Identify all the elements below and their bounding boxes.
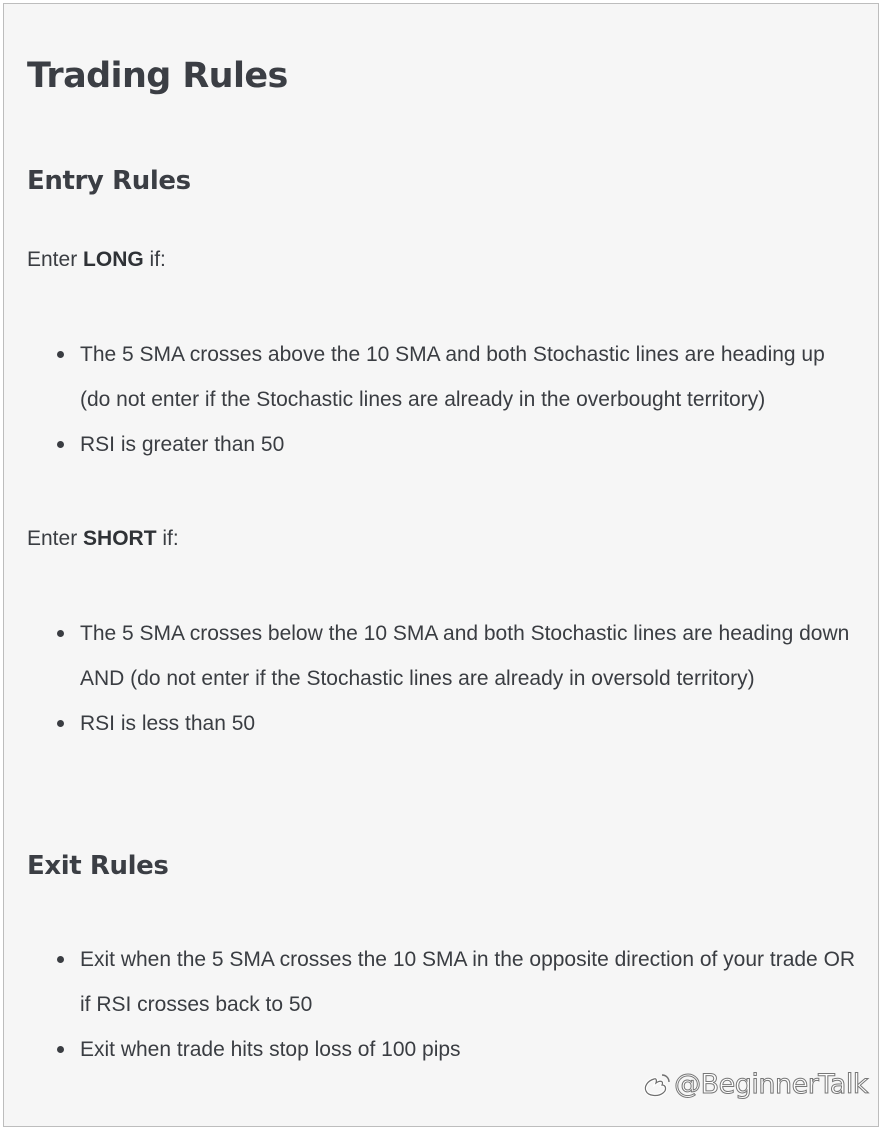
list-item xyxy=(27,701,857,746)
article-content xyxy=(4,4,878,1126)
exit-rules-list xyxy=(27,937,857,1072)
enter-short-intro xyxy=(27,525,179,553)
list-item xyxy=(27,332,857,422)
list-item-text: RSI is less than 50 xyxy=(80,712,256,735)
long-rules-list xyxy=(27,332,857,467)
short-keyword: SHORT xyxy=(83,527,157,550)
list-item-text: The 5 SMA crosses below the 10 SMA and both Stochastic lines are heading down AND (do not enter if the Stochastic lines are already in oversold territory) xyxy=(80,622,850,690)
short-rules-list xyxy=(27,611,857,746)
list-item-text: Exit when trade hits stop loss of 100 pips xyxy=(80,1038,461,1061)
long-keyword: LONG xyxy=(83,248,144,271)
bullet-icon xyxy=(57,956,64,963)
bullet-icon xyxy=(57,351,64,358)
bullet-icon xyxy=(57,1046,64,1053)
list-item-text: The 5 SMA crosses above the 10 SMA and both Stochastic lines are heading up (do not enter if the Stochastic lines are already in the overbought territory) xyxy=(80,343,825,411)
bullet-icon xyxy=(57,720,64,727)
weibo-logo-icon xyxy=(642,1070,672,1100)
watermark xyxy=(642,1069,868,1100)
enter-short-prefix: Enter xyxy=(27,527,84,550)
list-item xyxy=(27,1027,857,1072)
entry-rules-heading: Entry Rules xyxy=(27,166,191,196)
bullet-icon xyxy=(57,630,64,637)
list-item xyxy=(27,937,857,1027)
exit-rules-heading: Exit Rules xyxy=(27,851,169,881)
enter-short-suffix: if: xyxy=(156,527,179,550)
list-item-text: Exit when the 5 SMA crosses the 10 SMA in the opposite direction of your trade OR if RSI crosses back to 50 xyxy=(80,948,856,1016)
list-item-text: RSI is greater than 50 xyxy=(80,433,285,456)
enter-long-suffix: if: xyxy=(143,248,166,271)
article-card xyxy=(3,3,879,1127)
enter-long-prefix: Enter xyxy=(27,248,84,271)
enter-long-intro xyxy=(27,246,166,274)
bullet-icon xyxy=(57,441,64,448)
page-title: Trading Rules xyxy=(27,56,288,96)
watermark-text: @BeginnerTalk xyxy=(674,1069,868,1100)
list-item xyxy=(27,611,857,701)
list-item xyxy=(27,422,857,467)
